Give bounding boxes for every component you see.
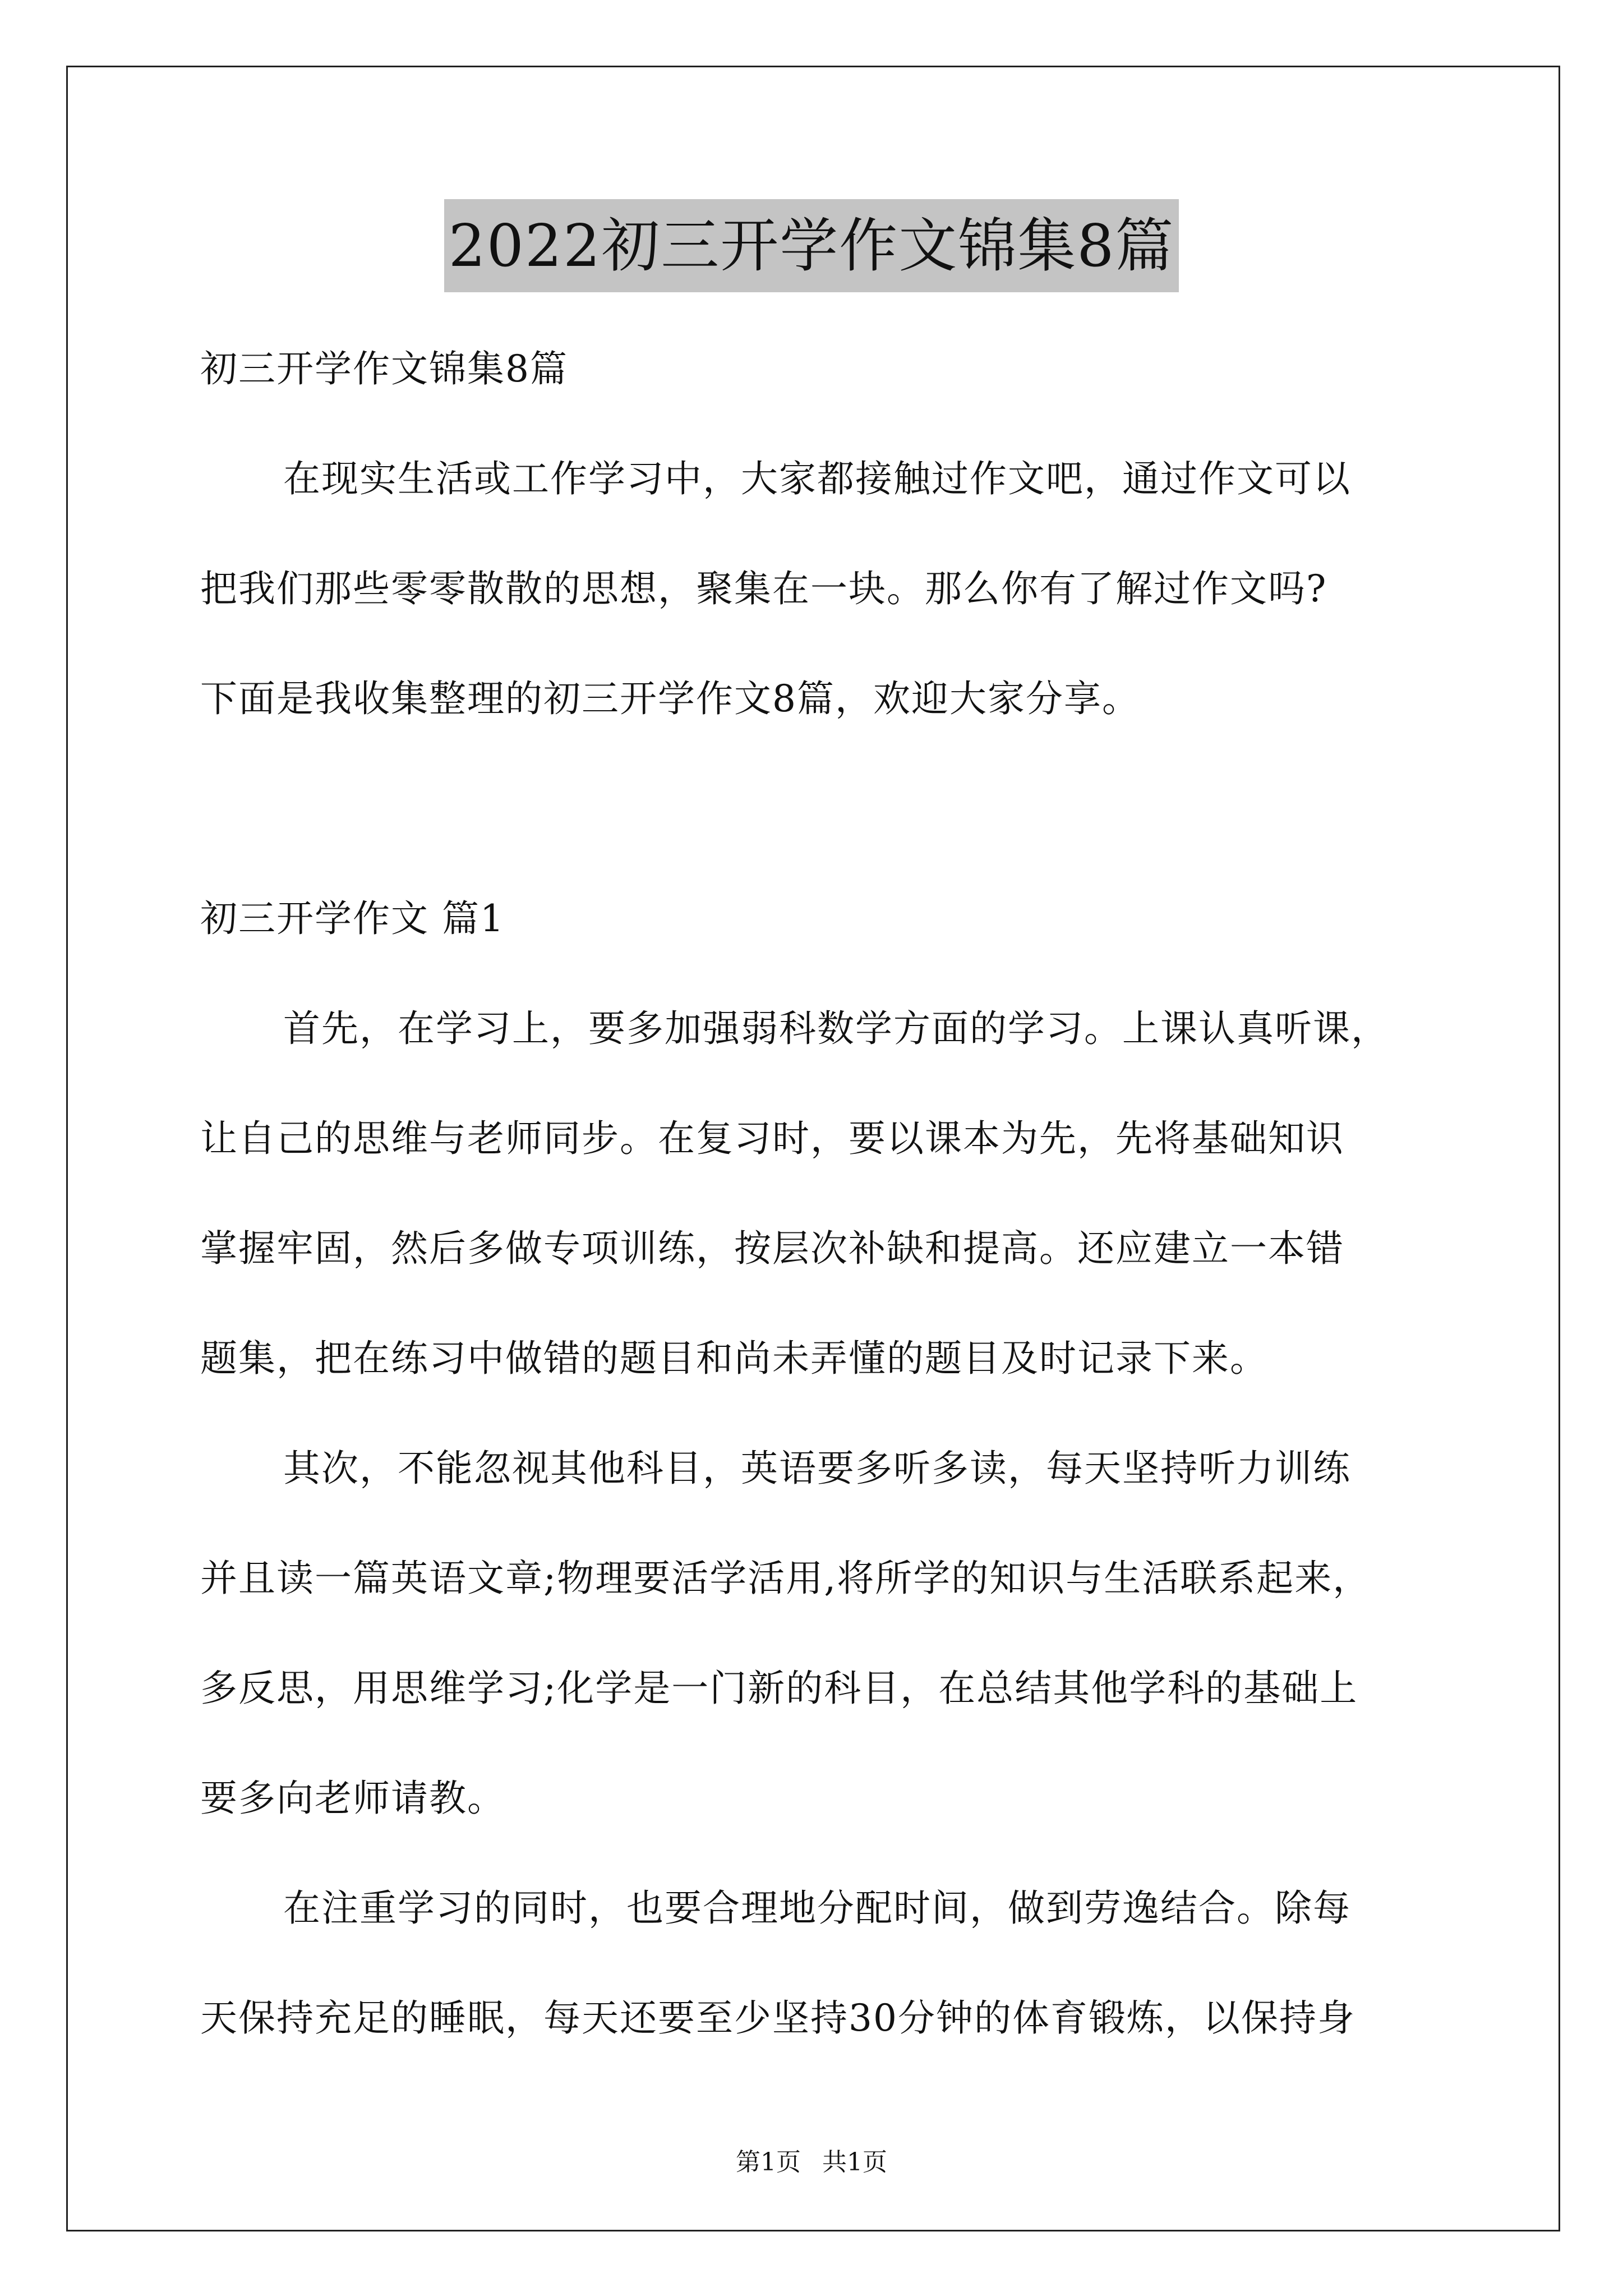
paragraph-line: 天保持充足的睡眠，每天还要至少坚持30分钟的体育锻炼，以保持身 — [200, 1996, 1355, 2040]
paragraph-line: 并且读一篇英语文章;物理要活学活用,将所学的知识与生活联系起来， — [200, 1557, 1371, 1600]
paragraph-line: 让自己的思维与老师同步。在复习时，要以课本为先，先将基础知识 — [200, 1117, 1344, 1160]
paragraph-line: 下面是我收集整理的初三开学作文8篇，欢迎大家分享。 — [200, 677, 1140, 720]
paragraph-line: 初三开学作文 篇1 — [200, 897, 505, 940]
document-body — [200, 314, 1468, 2073]
paragraph-line: 多反思，用思维学习;化学是一门新的科目，在总结其他学科的基础上 — [200, 1667, 1358, 1710]
paragraph-line: 掌握牢固，然后多做专项训练，按层次补缺和提高。还应建立一本错 — [200, 1227, 1344, 1270]
paragraph-line: 在现实生活或工作学习中，大家都接触过作文吧，通过作文可以 — [283, 457, 1351, 500]
paragraph-line: 要多向老师请教。 — [200, 1777, 505, 1820]
blank-line — [200, 754, 1468, 864]
paragraph-line: 初三开学作文锦集8篇 — [200, 347, 568, 390]
paragraph-line: 其次，不能忽视其他科目，英语要多听多读，每天坚持听力训练 — [283, 1447, 1351, 1490]
paragraph-line: 在注重学习的同时，也要合理地分配时间，做到劳逸结合。除每 — [283, 1887, 1351, 1930]
page-footer — [0, 2146, 1623, 2179]
title-container — [0, 199, 1623, 292]
page-total: 共1页 — [822, 2148, 887, 2177]
paragraph-line: 把我们那些零零散散的思想，聚集在一块。那么你有了解过作文吗? — [200, 567, 1327, 610]
paragraph-line: 首先，在学习上，要多加强弱科数学方面的学习。上课认真听课， — [283, 1007, 1389, 1050]
paragraph-line: 题集，把在练习中做错的题目和尚未弄懂的题目及时记录下来。 — [200, 1337, 1268, 1380]
page-number: 第1页 — [736, 2148, 801, 2177]
document-title: 2022初三开学作文锦集8篇 — [444, 199, 1179, 292]
